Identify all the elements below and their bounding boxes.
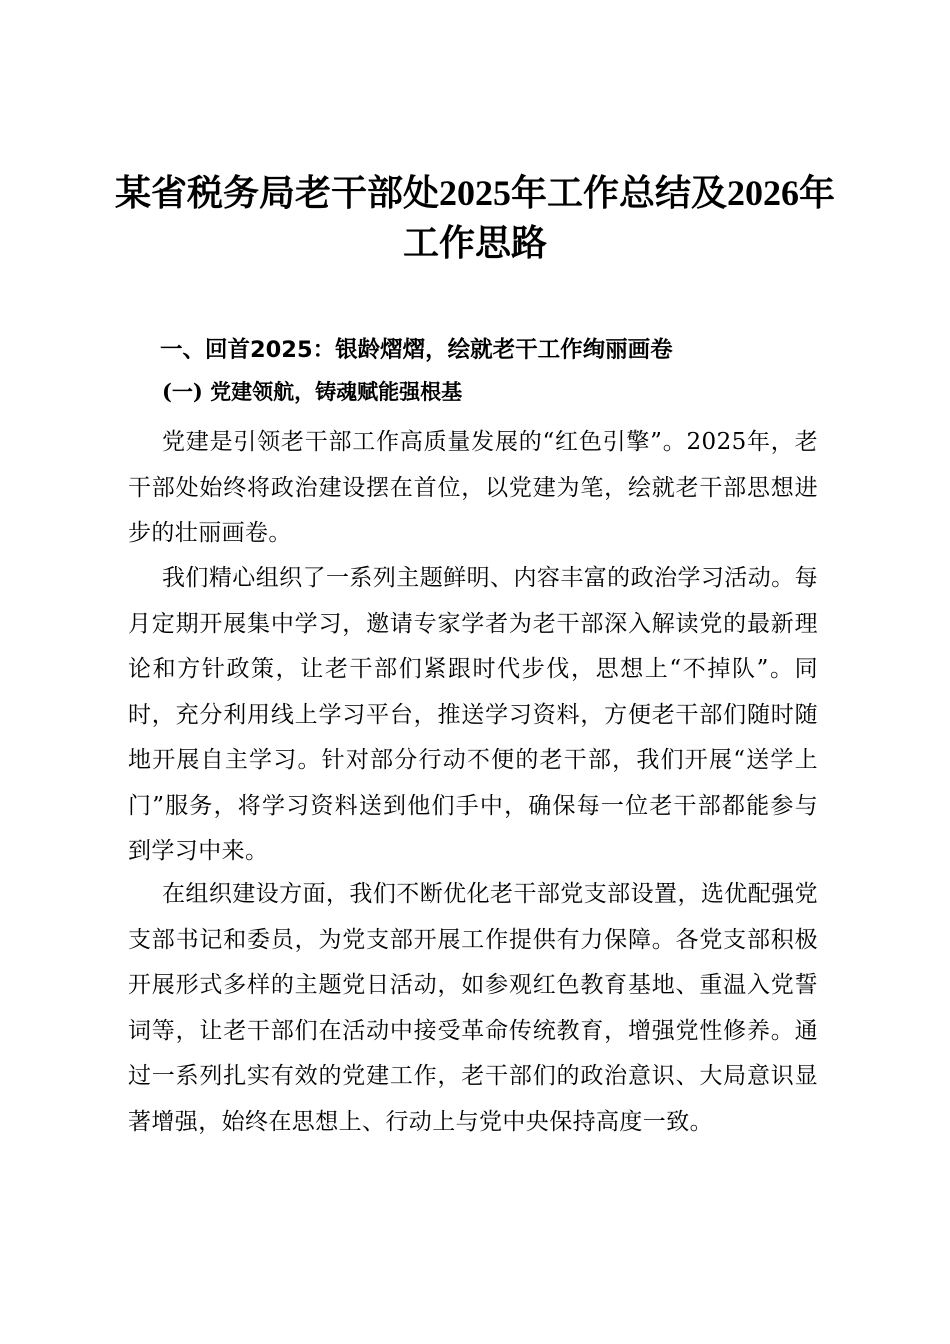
body-paragraph: 在组织建设方面，我们不断优化老干部党支部设置，选优配强党支部书记和委员，为党支部开展工作提供有力保障。各党支部积极开展形式多样的主题党日活动，如参观红色教育基地、重温入党誓词等，让老干部们在活动中接受革命传统教育，增强党性修养。通过一系列扎实有效的党建工作，老干部们的政治意识、大局意识显著增强，始终在思想上、行动上与党中央保持高度一致。 xyxy=(128,881,818,1135)
body-paragraph: 党建是引领老干部工作高质量发展的“红色引擎”。2025年，老干部处始终将政治建设摆在首位，以党建为笔，绘就老干部思想进步的壮丽画卷。 xyxy=(128,429,818,546)
document-title: 某省税务局老干部处2025年工作总结及2026年工作思路 xyxy=(114,173,835,263)
section-heading: 一、回首2025：银龄熠熠，绘就老干工作绚丽画卷 xyxy=(160,337,673,363)
body-paragraph: 我们精心组织了一系列主题鲜明、内容丰富的政治学习活动。每月定期开展集中学习，邀请专家学者为老干部深入解读党的最新理论和方针政策，让老干部们紧跟时代步伐，思想上“不掉队”。同时，充分利用线上学习平台，推送学习资料，方便老干部们随时随地开展自主学习。针对部分行动不便的老干部，我们开展“送学上门”服务，将学习资料送到他们手中，确保每一位老干部都能参与到学习中来。 xyxy=(128,565,818,864)
subsection-heading: (一) 党建领航，铸魂赋能强根基 xyxy=(162,379,463,404)
